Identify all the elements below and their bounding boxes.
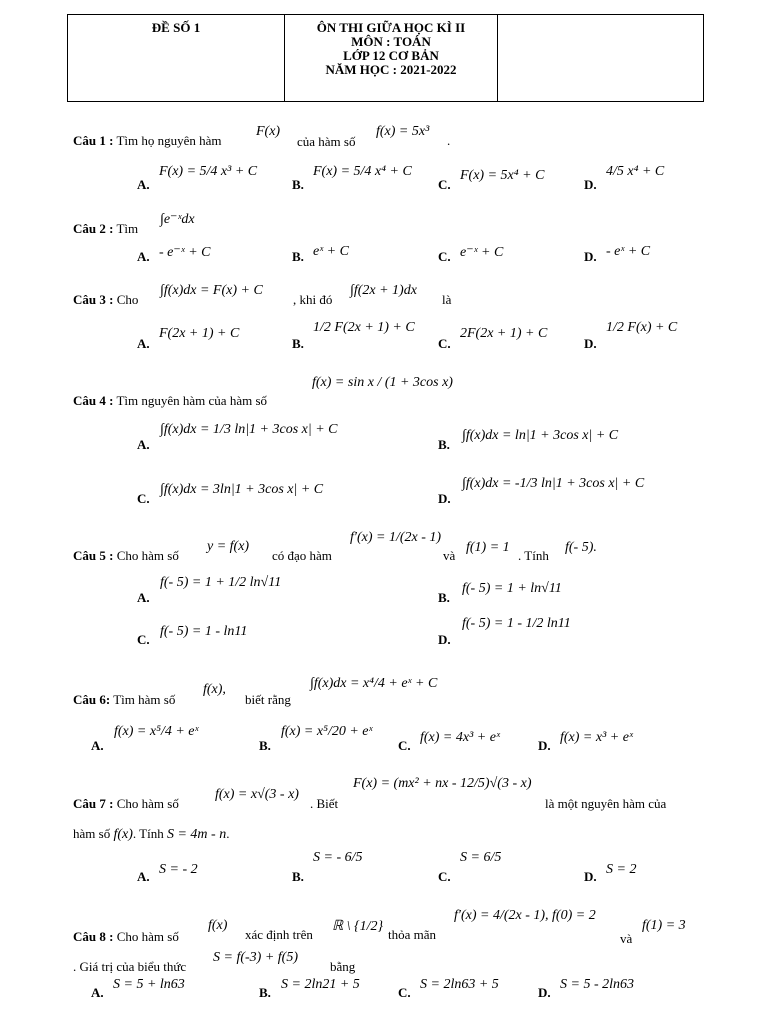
q7-mid: . Biết — [310, 796, 339, 811]
q2-text: Tìm — [116, 221, 139, 236]
q5-y: y = f(x) — [207, 539, 250, 554]
q7-C-label[interactable]: C. — [438, 869, 451, 884]
q1-A-label[interactable]: A. — [137, 177, 150, 192]
q8-B[interactable]: S = 2ln21 + 5 — [281, 977, 360, 992]
q4-C-label[interactable]: C. — [137, 491, 150, 506]
q5-B-label[interactable]: B. — [438, 590, 450, 605]
q8-D-label[interactable]: D. — [538, 985, 551, 1000]
q7-C[interactable]: S = 6/5 — [460, 850, 502, 865]
q8-stem — [73, 929, 179, 945]
q5-C[interactable]: f(- 5) = 1 - ln11 — [160, 624, 248, 639]
q6-expr: ∫f(x)dx = x⁴/4 + eˣ + C — [310, 676, 438, 691]
q6-label: Câu 6: — [73, 692, 111, 707]
q3-D[interactable]: 1/2 F(x) + C — [606, 320, 678, 335]
q3-D-label[interactable]: D. — [584, 336, 597, 351]
q1-D[interactable]: 4/5 x⁴ + C — [606, 164, 665, 179]
header-line4: NĂM HỌC : 2021-2022 — [325, 62, 457, 77]
q8-A[interactable]: S = 5 + ln63 — [113, 977, 185, 992]
q6-D[interactable]: f(x) = x³ + eˣ — [560, 730, 633, 745]
q3-stem — [73, 292, 138, 308]
q7-line2: hàm số f(x). Tính S = 4m - n. — [73, 826, 230, 842]
q7-label: Câu 7 : — [73, 796, 114, 811]
q8-C-label[interactable]: C. — [398, 985, 411, 1000]
q3-C[interactable]: 2F(2x + 1) + C — [460, 326, 548, 341]
q6-A[interactable]: f(x) = x⁵/4 + eˣ — [114, 724, 199, 739]
header-line3: LỚP 12 CƠ BẢN — [343, 48, 439, 63]
q1-B-label[interactable]: B. — [292, 177, 304, 192]
q8-f: f(x) — [208, 918, 228, 933]
q3-given: ∫f(x)dx = F(x) + C — [160, 283, 263, 298]
q3-A-label[interactable]: A. — [137, 336, 150, 351]
q8-text: Cho hàm số — [116, 929, 179, 944]
q3-B[interactable]: 1/2 F(2x + 1) + C — [313, 320, 415, 335]
q7-f: f(x) = x√(3 - x) — [215, 787, 299, 802]
q6-C[interactable]: f(x) = 4x³ + eˣ — [420, 730, 500, 745]
q5-fp: f′(x) = 1/(2x - 1) — [350, 530, 442, 545]
q3-B-label[interactable]: B. — [292, 336, 304, 351]
q2-stem — [73, 221, 138, 237]
q1-text: Tìm họ nguyên hàm — [116, 133, 222, 148]
q2-A[interactable]: - e⁻ˣ + C — [159, 245, 211, 260]
q1-stem — [73, 133, 222, 149]
q2-A-label[interactable]: A. — [137, 249, 150, 264]
q8-cond1: thỏa mãn — [388, 927, 437, 942]
q1-C[interactable]: F(x) = 5x⁴ + C — [460, 168, 545, 183]
q3-mid: , khi đó — [293, 292, 333, 307]
header-mid — [285, 15, 498, 102]
q8-S: S = f(-3) + f(5) — [213, 950, 298, 965]
q3-end: là — [442, 292, 452, 307]
q6-C-label[interactable]: C. — [398, 738, 411, 753]
q2-D-label[interactable]: D. — [584, 249, 597, 264]
q6-text: Tìm hàm số — [113, 692, 176, 707]
header-table — [67, 14, 704, 102]
q7-S: S = 4m - n — [166, 827, 227, 842]
q5-mid: có đạo hàm — [272, 548, 332, 563]
q4-D-label[interactable]: D. — [438, 491, 451, 506]
q4-text: Tìm nguyên hàm của hàm số — [116, 393, 268, 408]
q2-C-label[interactable]: C. — [438, 249, 451, 264]
q2-B[interactable]: eˣ + C — [313, 244, 349, 259]
q1-f: f(x) = 5x³ — [376, 124, 430, 139]
q8-D[interactable]: S = 5 - 2ln63 — [560, 977, 634, 992]
header-line1: ÔN THI GIỮA HỌC KÌ II — [316, 20, 466, 35]
q7-B[interactable]: S = - 6/5 — [313, 850, 363, 865]
q8-end: bằng — [330, 959, 356, 974]
q8-fp: f′(x) = 4/(2x - 1), f(0) = 2 — [454, 908, 596, 923]
q5-and: và — [443, 548, 456, 563]
q1-B[interactable]: F(x) = 5/4 x⁴ + C — [313, 164, 412, 179]
q5-target: f(- 5). — [565, 540, 597, 555]
q4-stem — [73, 393, 267, 409]
q2-label: Câu 2 : — [73, 221, 114, 236]
q5-A-label[interactable]: A. — [137, 590, 150, 605]
q5-B[interactable]: f(- 5) = 1 + ln√11 — [462, 581, 562, 596]
q7-text: Cho hàm số — [116, 796, 179, 811]
q6-A-label[interactable]: A. — [91, 738, 104, 753]
q5-tinh: . Tính — [518, 548, 549, 563]
header-left: ĐỀ SỐ 1 — [68, 15, 285, 102]
q6-mid: biết rằng — [245, 692, 291, 707]
q7-stem — [73, 796, 179, 812]
q4-B-label[interactable]: B. — [438, 437, 450, 452]
q5-A[interactable]: f(- 5) = 1 + 1/2 ln√11 — [160, 575, 282, 590]
header-right — [498, 15, 704, 102]
q4-B[interactable]: ∫f(x)dx = ln|1 + 3cos x| + C — [462, 428, 619, 443]
q6-D-label[interactable]: D. — [538, 738, 551, 753]
q8-label: Câu 8 : — [73, 929, 114, 944]
q3-C-label[interactable]: C. — [438, 336, 451, 351]
q8-f1: f(1) = 3 — [642, 918, 686, 933]
q8-A-label[interactable]: A. — [91, 985, 104, 1000]
q4-A[interactable]: ∫f(x)dx = 1/3 ln|1 + 3cos x| + C — [160, 422, 338, 437]
q7-A-label[interactable]: A. — [137, 869, 150, 884]
q4-C[interactable]: ∫f(x)dx = 3ln|1 + 3cos x| + C — [160, 482, 324, 497]
q2-expr: ∫e⁻ˣdx — [160, 212, 195, 227]
q6-stem — [73, 692, 175, 708]
q5-D[interactable]: f(- 5) = 1 - 1/2 ln11 — [462, 616, 571, 631]
q3-expr: ∫f(2x + 1)dx — [350, 283, 417, 298]
q5-C-label[interactable]: C. — [137, 632, 150, 647]
q7-B-label[interactable]: B. — [292, 869, 304, 884]
q8-and: và — [620, 931, 633, 946]
q7-D-label[interactable]: D. — [584, 869, 597, 884]
q2-B-label[interactable]: B. — [292, 249, 304, 264]
q3-label: Câu 3 : — [73, 292, 114, 307]
q8-line2: . Giá trị của biểu thức — [73, 959, 187, 974]
q8-mid: xác định trên — [245, 927, 313, 942]
q1-mid: của hàm số — [297, 134, 356, 149]
q7-line2-b: . Tính — [132, 826, 164, 841]
q3-A[interactable]: F(2x + 1) + C — [159, 326, 240, 341]
q7-end: là một nguyên hàm của — [545, 796, 667, 811]
q7-line2-f: f(x) — [113, 827, 133, 842]
q5-f1: f(1) = 1 — [466, 540, 510, 555]
q1-A[interactable]: F(x) = 5/4 x³ + C — [159, 164, 258, 179]
q8-B-label[interactable]: B. — [259, 985, 271, 1000]
q6-B[interactable]: f(x) = x⁵/20 + eˣ — [281, 724, 373, 739]
q1-F: F(x) — [256, 124, 281, 139]
q1-D-label[interactable]: D. — [584, 177, 597, 192]
q5-stem — [73, 548, 179, 564]
q8-domain: ℝ \ {1/2} — [332, 919, 384, 934]
q2-D[interactable]: - eˣ + C — [606, 244, 651, 259]
q5-D-label[interactable]: D. — [438, 632, 451, 647]
q6-f: f(x), — [203, 682, 226, 697]
q7-D[interactable]: S = 2 — [606, 862, 637, 877]
q7-F: F(x) = (mx² + nx - 12/5)√(3 - x) — [353, 776, 532, 791]
q5-text: Cho hàm số — [116, 548, 179, 563]
q4-D[interactable]: ∫f(x)dx = -1/3 ln|1 + 3cos x| + C — [462, 476, 645, 491]
header-line2: MÔN : TOÁN — [351, 34, 431, 49]
q1-C-label[interactable]: C. — [438, 177, 451, 192]
q5-label: Câu 5 : — [73, 548, 114, 563]
q6-B-label[interactable]: B. — [259, 738, 271, 753]
q8-C[interactable]: S = 2ln63 + 5 — [420, 977, 499, 992]
q4-f: f(x) = sin x / (1 + 3cos x) — [312, 375, 453, 390]
q3-text: Cho — [116, 292, 139, 307]
q4-label: Câu 4 : — [73, 393, 114, 408]
q7-A[interactable]: S = - 2 — [159, 862, 198, 877]
q2-C[interactable]: e⁻ˣ + C — [460, 245, 504, 260]
q1-label: Câu 1 : — [73, 133, 114, 148]
q4-A-label[interactable]: A. — [137, 437, 150, 452]
q7-line2-a: hàm số — [73, 826, 111, 841]
